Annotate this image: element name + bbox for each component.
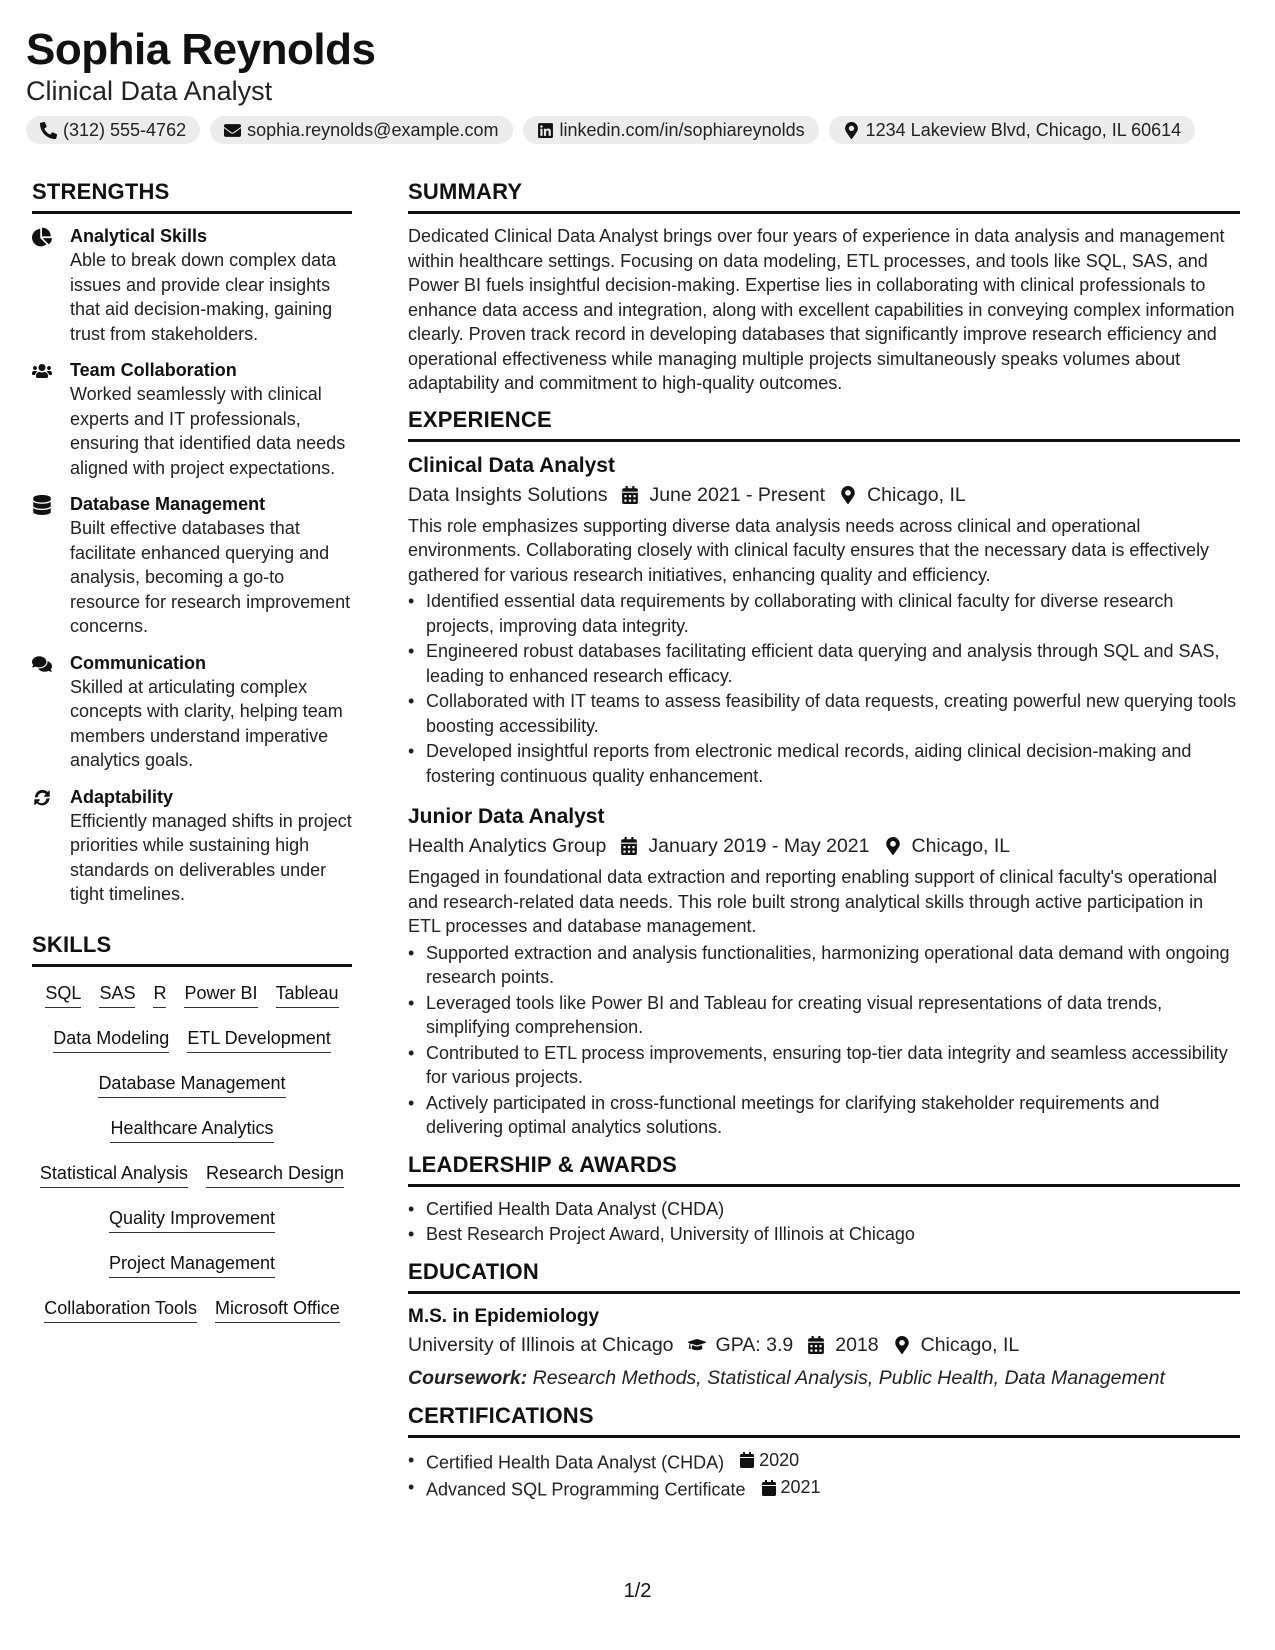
skill-tag: Statistical Analysis [40,1161,188,1188]
certification-item [408,1448,1240,1475]
strength-desc: Worked seamlessly with clinical experts and IT professionals, ensuring that identified data needs aligned with project expectations. [70,384,346,478]
summary-text: Dedicated Clinical Data Analyst brings over four years of experience in data analysis and management within healthcare settings. Focusing on data modeling, ETL processes, and tools like SQL, SAS, and Power BI fuels insightful decision-making. Expertise lies in collaborating with clinical professionals to enhance data access and integration, along with excellent capabilities in conveying complex information clearly. Proven track record in developing databases that significantly improve research efficiency and operational effectiveness while managing multiple projects simultaneously speaks volumes about adaptability and commitment to high-quality outcomes. [408,226,1235,393]
strength-item [32,651,352,773]
school-location: Chicago, IL [920,1333,1020,1356]
skills-list [32,977,352,1323]
candidate-name: Sophia Reynolds [26,25,376,74]
database-icon [32,495,52,515]
address-text: 1234 Lakeview Blvd, Chicago, IL 60614 [865,119,1182,140]
skill-tag: Tableau [276,981,339,1008]
job-bullet: • Developed insightful reports from electronic medical records, aiding clinical decision-making and fostering continuous quality enhancement. [408,739,1240,788]
certification-item [408,1475,1240,1502]
skill-tag: Project Management [109,1251,275,1278]
linkedin-chip[interactable] [523,116,819,144]
job-bullets [408,941,1240,1140]
job-bullet: • Contributed to ETL process improvements, ensuring top-tier data integrity and seamless accessibility for various projects. [408,1041,1240,1090]
job-dates: June 2021 - Present [649,483,826,506]
job-meta [408,831,1240,861]
coursework-list: Research Methods, Statistical Analysis, Public Health, Data Management [532,1366,1165,1389]
strength-item [32,224,352,346]
job-bullet: • Leveraged tools like Power BI and Tableau for creating visual representations of data trends, simplifying comprehension. [408,991,1240,1040]
skill-tag: Microsoft Office [215,1296,340,1323]
job-description: Engaged in foundational data extraction and reporting enabling support of clinical faculty's operational and research-related data needs. This role built strong analytical skills through active participation in ETL processes and database management. [408,867,1217,936]
job-bullet: • Actively participated in cross-functional meetings for clarifying stakeholder requirements and delivering optimal analytics solutions. [408,1091,1240,1140]
certification-year: 2020 [759,1449,800,1470]
strength-desc: Built effective databases that facilitate enhanced querying and analysis, becoming a go-to resource for research improvement concerns. [70,518,351,636]
skill-tag: Collaboration Tools [44,1296,197,1323]
company-name: Data Insights Solutions [408,483,608,506]
skills-heading: SKILLS [32,931,352,967]
skill-tag: SAS [99,981,135,1008]
calendar-icon [807,1336,825,1354]
pie-chart-icon [32,227,52,247]
map-marker-icon [839,486,857,504]
strength-name: Communication [70,652,207,673]
strength-name: Team Collaboration [70,360,237,380]
strength-item [32,785,352,907]
map-marker-icon [843,122,860,139]
users-icon [32,361,52,381]
job-dates: January 2019 - May 2021 [648,835,870,857]
certification-name: Advanced SQL Programming Certificate [426,1479,746,1500]
contact-bar [26,116,1256,144]
job-bullets [408,589,1240,788]
school-name: University of Illinois at Chicago [408,1333,674,1356]
job-entry [408,803,1240,1140]
skill-tag: SQL [45,981,81,1008]
strength-desc: Skilled at articulating complex concepts with clarity, helping team members understand imperative analytics goals. [70,676,343,770]
strength-item [32,492,352,639]
strength-name: Database Management [70,494,266,514]
job-entry [408,452,1240,789]
calendar-icon [620,837,638,855]
job-bullet: • Collaborated with IT teams to assess feasibility of data requests, creating powerful new querying tools boosting accessibility. [408,689,1240,738]
certification-name: Certified Health Data Analyst (CHDA) [426,1451,725,1472]
skill-tag: Power BI [184,981,257,1008]
job-bullet: • Identified essential data requirements by collaborating with clinical faculty for diverse research projects, improving data integrity. [408,589,1240,638]
leadership-heading: LEADERSHIP & AWARDS [408,1151,1240,1187]
candidate-title: Clinical Data Analyst [26,76,273,106]
job-meta [408,480,1240,510]
email-text: sophia.reynolds@example.com [247,119,499,140]
comments-icon [32,654,52,674]
sync-icon [32,788,52,808]
award-item: • Certified Health Data Analyst (CHDA) [408,1197,1240,1222]
job-description: This role emphasizes supporting diverse data analysis needs across clinical and operational environments. Collaborating closely with clinical faculty ensures that the necessary data is effectively gathered for various research initiatives, enhancing quality and efficiency. [408,515,1210,585]
coursework-label: Coursework: [408,1366,528,1389]
certification-year: 2021 [780,1477,821,1498]
education-meta [408,1330,1240,1360]
page-number: 1/2 [623,1580,652,1602]
skill-tag: Data Modeling [53,1026,169,1053]
address-chip[interactable] [829,116,1196,144]
phone-text: (312) 555-4762 [63,119,187,140]
job-title: Clinical Data Analyst [408,453,615,477]
calendar-icon [739,1452,755,1468]
certifications-list [408,1448,1240,1503]
coursework [408,1364,1240,1392]
linkedin-text: linkedin.com/in/sophiareynolds [559,119,805,140]
certifications-heading: CERTIFICATIONS [408,1402,1240,1438]
skill-tag: Healthcare Analytics [110,1116,273,1143]
map-marker-icon [884,837,902,855]
right-column [408,178,1240,1503]
resume-header [26,24,1256,144]
envelope-icon [224,122,241,139]
graduation-year: 2018 [835,1333,879,1356]
left-column [32,178,352,1323]
company-name: Health Analytics Group [408,835,607,857]
skill-tag: Research Design [206,1161,344,1188]
strength-desc: Able to break down complex data issues and provide clear insights that aid decision-making, gaining trust from stakeholders. [70,250,337,344]
degree-name: M.S. in Epidemiology [408,1305,600,1327]
job-bullet: • Supported extraction and analysis functionalities, harmonizing operational data demand with ongoing research points. [408,941,1240,990]
calendar-icon [761,1480,777,1496]
education-heading: EDUCATION [408,1258,1240,1294]
email-chip[interactable] [210,116,512,144]
linkedin-icon [537,122,554,139]
gpa: GPA: 3.9 [715,1333,794,1356]
job-bullet: • Engineered robust databases facilitating efficient data querying and analysis through SQL and SAS, leading to enhanced research efficacy. [408,639,1240,688]
strength-name: Analytical Skills [70,226,208,246]
skill-tag: R [153,981,166,1008]
calendar-icon [621,486,639,504]
map-marker-icon [893,1336,911,1354]
leadership-list [408,1197,1240,1247]
strength-name: Adaptability [70,786,174,807]
job-title: Junior Data Analyst [408,805,605,828]
skill-tag: Quality Improvement [109,1206,275,1233]
skill-tag: Database Management [98,1071,285,1098]
graduation-cap-icon [688,1336,706,1354]
experience-heading: EXPERIENCE [408,406,1240,442]
job-location: Chicago, IL [911,835,1011,857]
strength-desc: Efficiently managed shifts in project priorities while sustaining high standards on deliverables under tight timelines. [70,810,352,904]
phone-icon [40,122,57,139]
strength-item [32,358,352,480]
award-item: • Best Research Project Award, University of Illinois at Chicago [408,1222,1240,1247]
skill-tag: ETL Development [187,1026,330,1053]
summary-heading: SUMMARY [408,178,1240,214]
phone-chip[interactable] [26,116,200,144]
job-location: Chicago, IL [867,483,966,506]
strengths-heading: STRENGTHS [32,178,352,214]
